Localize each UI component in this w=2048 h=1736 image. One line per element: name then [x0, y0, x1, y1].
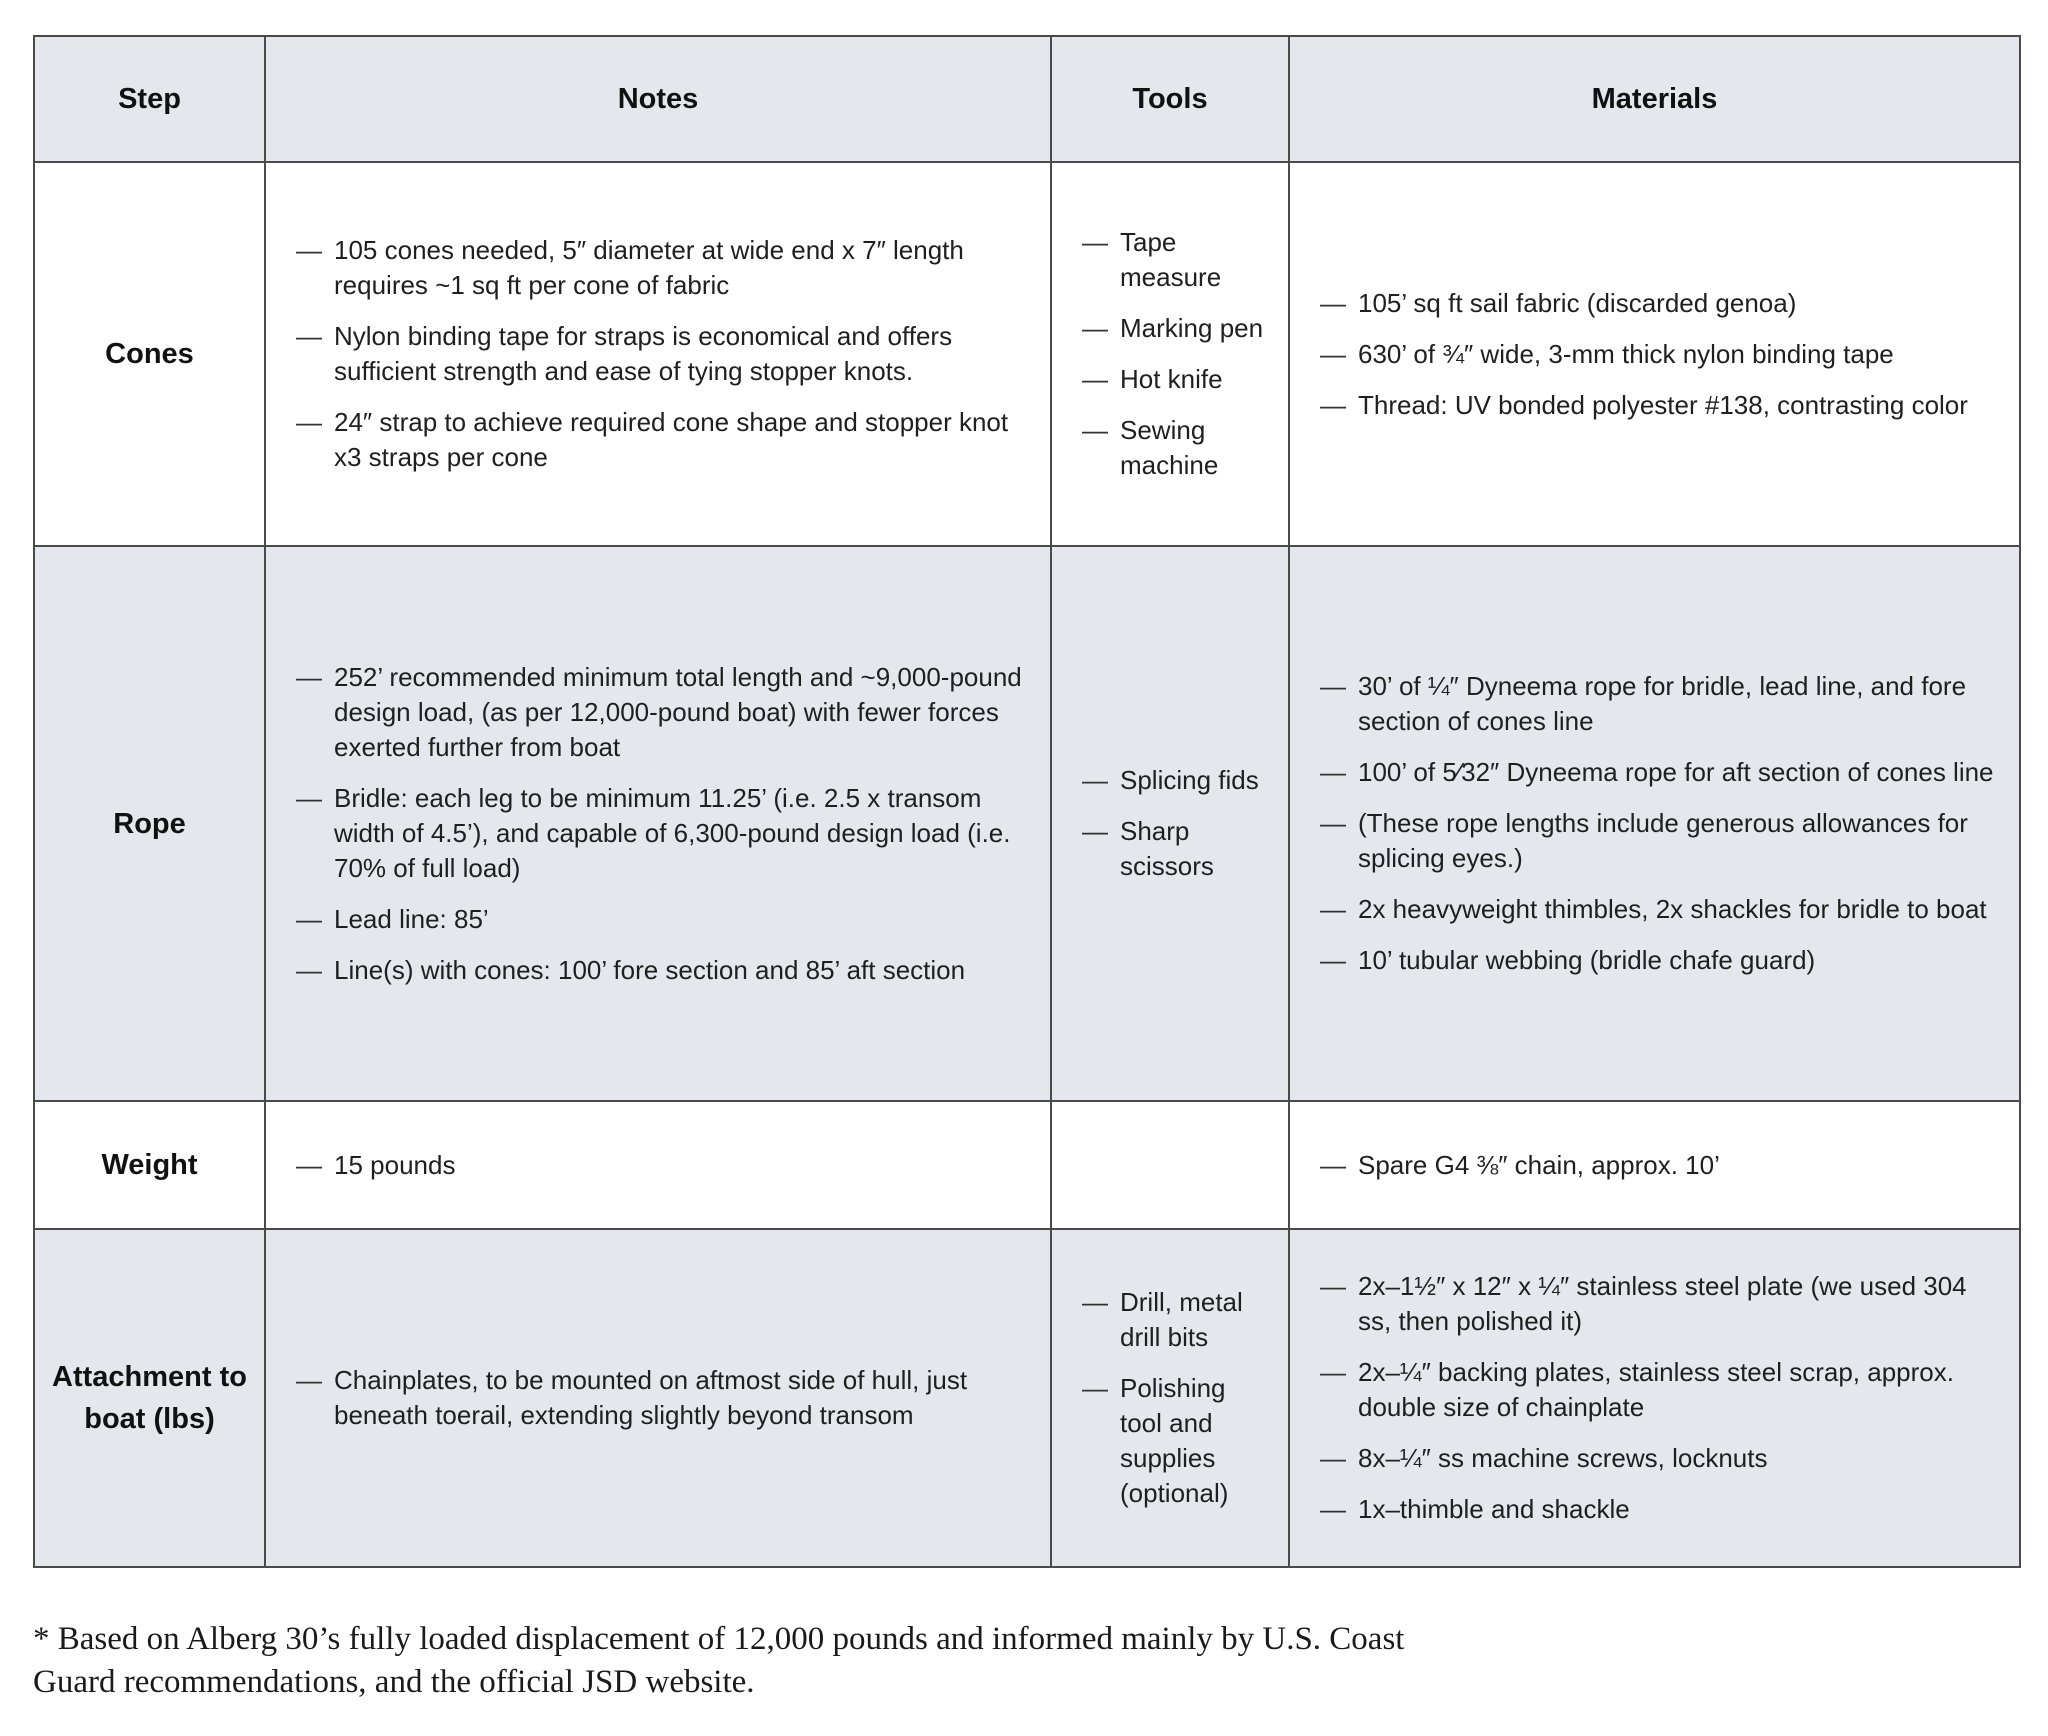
list-item: — Lead line: 85’ — [296, 902, 1032, 937]
list-item: — Drill, metal drill bits — [1082, 1285, 1270, 1355]
tools-cones — [1051, 162, 1289, 546]
list-item: — Splicing fids — [1082, 763, 1270, 798]
list-item: — Polishing tool and supplies (optional) — [1082, 1371, 1270, 1511]
list-item: — Thread: UV bonded polyester #138, contrasting color — [1320, 388, 2001, 423]
list-item: — 105’ sq ft sail fabric (discarded genoa) — [1320, 286, 2001, 321]
notes-list — [296, 233, 1032, 475]
notes-cones — [265, 162, 1051, 546]
list-item: — Sharp scissors — [1082, 814, 1270, 884]
tools-attachment — [1051, 1229, 1289, 1567]
materials-list — [1320, 286, 2001, 423]
table-row-cones — [34, 162, 2020, 546]
table-header-row — [34, 36, 2020, 162]
footnote: * Based on Alberg 30’s fully loaded displacement of 12,000 pounds and informed mainly by U.S. Coast Guard recommendations, and the official JSD website. — [33, 1621, 1405, 1700]
list-item: — Spare G4 ⅜″ chain, approx. 10’ — [1320, 1148, 2001, 1183]
list-item: — 105 cones needed, 5″ diameter at wide end x 7″ length requires ~1 sq ft per cone of fabric — [296, 233, 1032, 303]
notes-list — [296, 1363, 1032, 1433]
notes-weight — [265, 1101, 1051, 1229]
table-row-attachment — [34, 1229, 2020, 1567]
list-item: — Hot knife — [1082, 362, 1270, 397]
table-row-rope — [34, 546, 2020, 1101]
header-materials: Materials — [1289, 36, 2020, 162]
list-item: — 10’ tubular webbing (bridle chafe guard) — [1320, 943, 2001, 978]
notes-list — [296, 660, 1032, 988]
list-item: — 2x heavyweight thimbles, 2x shackles for bridle to boat — [1320, 892, 2001, 927]
list-item: — Line(s) with cones: 100’ fore section and 85’ aft section — [296, 953, 1032, 988]
list-item: — 30’ of ¼″ Dyneema rope for bridle, lead line, and fore section of cones line — [1320, 669, 2001, 739]
header-notes: Notes — [265, 36, 1051, 162]
list-item: — Chainplates, to be mounted on aftmost side of hull, just beneath toerail, extending slightly beyond transom — [296, 1363, 1032, 1433]
notes-list — [296, 1148, 1032, 1183]
list-item: — 1x–thimble and shackle — [1320, 1492, 2001, 1527]
step-cones: Cones — [34, 162, 265, 546]
notes-attachment — [265, 1229, 1051, 1567]
tools-list — [1082, 1285, 1270, 1511]
materials-attachment — [1289, 1229, 2020, 1567]
list-item: — 8x–¼″ ss machine screws, locknuts — [1320, 1441, 2001, 1476]
header-step: Step — [34, 36, 265, 162]
table-row-weight — [34, 1101, 2020, 1229]
list-item: — 2x–¼″ backing plates, stainless steel scrap, approx. double size of chainplate — [1320, 1355, 2001, 1425]
list-item: — 2x–1½″ x 12″ x ¼″ stainless steel plate (we used 304 ss, then polished it) — [1320, 1269, 2001, 1339]
materials-list — [1320, 1148, 2001, 1183]
materials-cones — [1289, 162, 2020, 546]
list-item: — Marking pen — [1082, 311, 1270, 346]
list-item: — 252’ recommended minimum total length and ~9,000-pound design load, (as per 12,000-pound boat) with fewer forces exerted further from boat — [296, 660, 1032, 765]
list-item: — 24″ strap to achieve required cone shape and stopper knot x3 straps per cone — [296, 405, 1032, 475]
list-item: — Nylon binding tape for straps is economical and offers sufficient strength and ease of tying stopper knots. — [296, 319, 1032, 389]
materials-weight — [1289, 1101, 2020, 1229]
step-attachment: Attachment to boat (lbs) — [34, 1229, 265, 1567]
list-item: — (These rope lengths include generous allowances for splicing eyes.) — [1320, 806, 2001, 876]
tools-list — [1082, 225, 1270, 483]
materials-rope — [1289, 546, 2020, 1101]
materials-list — [1320, 1269, 2001, 1527]
tools-rope — [1051, 546, 1289, 1101]
tools-list — [1082, 763, 1270, 884]
list-item: — 15 pounds — [296, 1148, 1032, 1183]
header-tools: Tools — [1051, 36, 1289, 162]
drogue-spec-table-container — [33, 35, 2019, 1568]
drogue-spec-table — [33, 35, 2021, 1568]
list-item: — 100’ of 5⁄32″ Dyneema rope for aft section of cones line — [1320, 755, 2001, 790]
step-weight: Weight — [34, 1101, 265, 1229]
list-item: — 630’ of ¾″ wide, 3-mm thick nylon binding tape — [1320, 337, 2001, 372]
list-item: — Tape measure — [1082, 225, 1270, 295]
list-item: — Sewing machine — [1082, 413, 1270, 483]
step-rope: Rope — [34, 546, 265, 1101]
tools-weight — [1051, 1101, 1289, 1229]
materials-list — [1320, 669, 2001, 978]
notes-rope — [265, 546, 1051, 1101]
list-item: — Bridle: each leg to be minimum 11.25’ (i.e. 2.5 x transom width of 4.5’), and capable of 6,300-pound design load (i.e. 70% of full load) — [296, 781, 1032, 886]
